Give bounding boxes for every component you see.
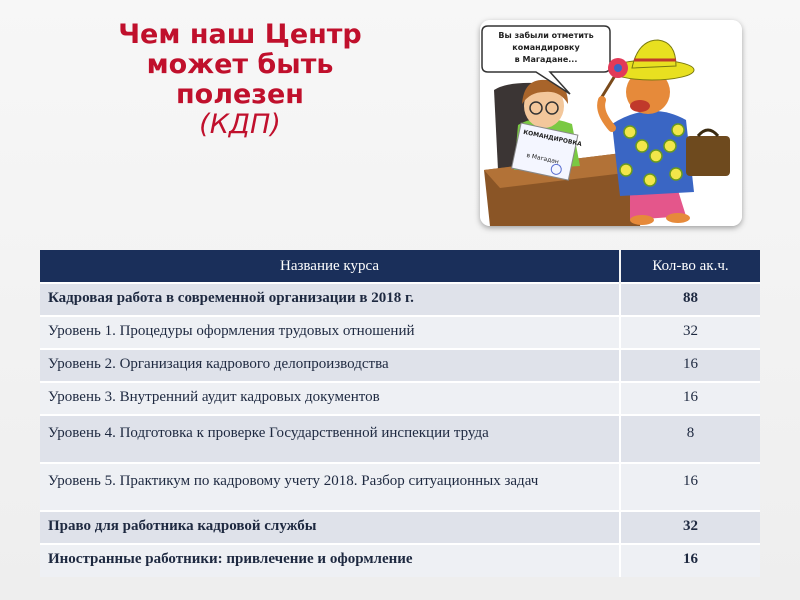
- table-row: [40, 463, 760, 511]
- bubble-line-1: Вы забыли отметить: [498, 31, 594, 40]
- paper-line-2: в Магадан: [525, 151, 560, 166]
- title-line-3: полезен: [176, 79, 304, 110]
- title-line-1: Чем наш Центр: [118, 19, 362, 50]
- cartoon-svg: [480, 20, 742, 226]
- course-hours: 32: [620, 511, 760, 544]
- title-subtitle: (КДП): [199, 109, 281, 140]
- table-row: [40, 544, 760, 577]
- course-name: Уровень 1. Процедуры оформления трудовых отношений: [40, 316, 620, 349]
- slide-title: [60, 20, 420, 140]
- course-name: Уровень 3. Внутренний аудит кадровых документов: [40, 382, 620, 415]
- course-name: Кадровая работа в современной организации в 2018 г.: [40, 283, 620, 316]
- course-name: Уровень 5. Практикум по кадровому учету 2018. Разбор ситуационных задач: [40, 463, 620, 511]
- course-hours: 8: [620, 415, 760, 463]
- course-hours: 32: [620, 316, 760, 349]
- cartoon-illustration: [480, 20, 742, 226]
- table-row: [40, 415, 760, 463]
- header-course-name: Название курса: [40, 250, 620, 283]
- course-hours: 16: [620, 544, 760, 577]
- course-name: Иностранные работники: привлечение и оформление: [40, 544, 620, 577]
- table-row: [40, 511, 760, 544]
- title-line-2: может быть: [146, 49, 334, 80]
- courses-table: [40, 250, 760, 577]
- course-name: Право для работника кадровой службы: [40, 511, 620, 544]
- table-row: [40, 283, 760, 316]
- course-hours: 16: [620, 349, 760, 382]
- table-row: [40, 349, 760, 382]
- course-name: Уровень 2. Организация кадрового делопроизводства: [40, 349, 620, 382]
- table-header-row: [40, 250, 760, 283]
- paper-line-1: КОМАНДИРОВКА: [522, 128, 583, 149]
- course-hours: 16: [620, 382, 760, 415]
- header-hours: Кол-во ак.ч.: [620, 250, 760, 283]
- course-hours: 16: [620, 463, 760, 511]
- course-name: Уровень 4. Подготовка к проверке Государственной инспекции труда: [40, 415, 620, 463]
- bubble-line-3: в Магадане...: [514, 55, 578, 64]
- suitcase-icon: [686, 136, 730, 176]
- bubble-line-2: командировку: [512, 43, 580, 52]
- table-row: [40, 382, 760, 415]
- course-hours: 88: [620, 283, 760, 316]
- table-row: [40, 316, 760, 349]
